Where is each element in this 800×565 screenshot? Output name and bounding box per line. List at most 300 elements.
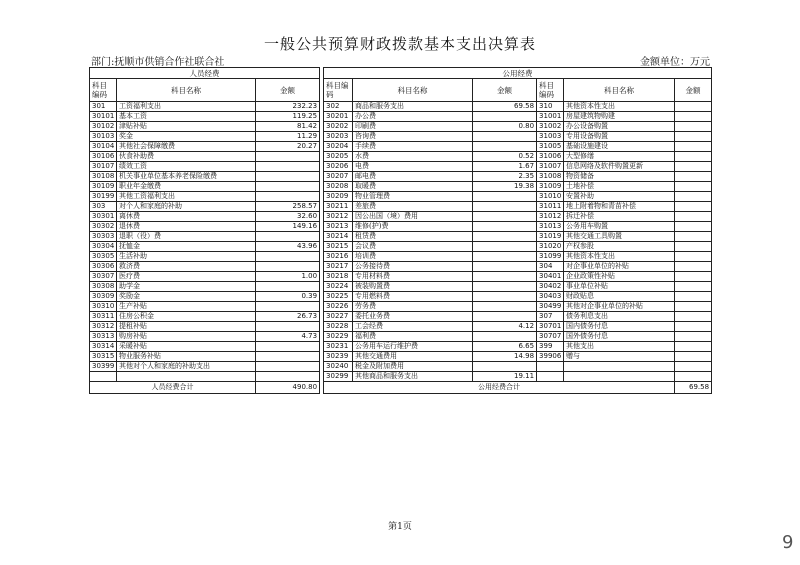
cell-name: 安置补助 [564,192,675,202]
cell-code: 30402 [537,282,564,292]
cell-amount: 1.67 [473,162,537,172]
cell-code: 30205 [324,152,353,162]
cell-name [564,362,675,372]
cell-amount [675,162,712,172]
cell-code: 31012 [537,212,564,222]
cell-amount: 0.52 [473,152,537,162]
cell-amount [256,182,320,192]
cell-amount [675,342,712,352]
cell-code: 30399 [90,362,117,372]
table-row [90,312,712,322]
cell-amount [473,292,537,302]
cell-amount: 20.27 [256,142,320,152]
table-row [90,172,712,182]
cell-amount [675,302,712,312]
cell-name: 基础设施建设 [564,142,675,152]
cell-amount [256,322,320,332]
cell-name: 职业年金缴费 [117,182,256,192]
cell-code: 30231 [324,342,353,352]
cell-name: 工资福利支出 [117,102,256,112]
cell-amount [675,102,712,112]
cell-name: 对个人和家庭的补助 [117,202,256,212]
department-label: 部门:抚顺市供销合作社联合社 [91,57,225,68]
cell-code: 31008 [537,172,564,182]
cell-name: 税金及附加费用 [353,362,473,372]
cell-name: 维修(护)费 [353,222,473,232]
cell-name: 抚恤金 [117,242,256,252]
cell-name: 物业服务补贴 [117,352,256,362]
cell-amount [256,162,320,172]
cell-name: 其他对企事业单位的补贴 [564,302,675,312]
cell-name: 会议费 [353,242,473,252]
col-amount: 金额 [473,79,537,102]
cell-code: 30310 [90,302,117,312]
personnel-total-value: 490.80 [256,382,320,394]
cell-amount [473,282,537,292]
cell-amount [473,362,537,372]
cell-code: 30227 [324,312,353,322]
table-row [90,292,712,302]
cell-code: 30226 [324,302,353,312]
cell-amount [473,272,537,282]
cell-code: 31007 [537,162,564,172]
cell-amount [675,292,712,302]
cell-amount: 32.60 [256,212,320,222]
cell-name: 对企事业单位的补贴 [564,262,675,272]
cell-name: 购房补贴 [117,332,256,342]
cell-name: 专用燃料费 [353,292,473,302]
cell-name: 办公设备购置 [564,122,675,132]
cell-code: 30208 [324,182,353,192]
cell-amount [675,152,712,162]
cell-name: 伙食补助费 [117,152,256,162]
cell-code: 30299 [324,372,353,382]
table-row [90,132,712,142]
cell-name: 生活补助 [117,252,256,262]
cell-code: 30314 [90,342,117,352]
cell-code: 30401 [537,272,564,282]
cell-code: 30307 [90,272,117,282]
cell-amount: 19.38 [473,182,537,192]
cell-code: 30108 [90,172,117,182]
cell-code: 30308 [90,282,117,292]
table-row [90,152,712,162]
cell-amount [256,152,320,162]
table-row [90,242,712,252]
cell-code: 30499 [537,302,564,312]
cell-amount: 0.39 [256,292,320,302]
cell-code: 31010 [537,192,564,202]
cell-amount [675,222,712,232]
cell-amount [256,352,320,362]
cell-code: 30309 [90,292,117,302]
cell-name: 其他工资福利支出 [117,192,256,202]
cell-name: 委托业务费 [353,312,473,322]
cell-code: 30315 [90,352,117,362]
cell-code: 30206 [324,162,353,172]
cell-amount [675,202,712,212]
cell-code: 30204 [324,142,353,152]
cell-code: 30239 [324,352,353,362]
cell-amount [675,262,712,272]
table-row [90,192,712,202]
cell-amount: 4.73 [256,332,320,342]
cell-name: 信息网络及软件购置更新 [564,162,675,172]
cell-name: 其他交通费用 [353,352,473,362]
cell-name: 福利费 [353,332,473,342]
cell-code: 30301 [90,212,117,222]
col-name: 科目名称 [564,79,675,102]
unit-label: 金额单位：万元 [640,57,710,68]
cell-code: 30211 [324,202,353,212]
cell-name: 其他资本性支出 [564,102,675,112]
table-row [90,182,712,192]
cell-amount [473,332,537,342]
cell-amount [473,252,537,262]
cell-code: 302 [324,102,353,112]
cell-amount [256,192,320,202]
cell-code: 30304 [90,242,117,252]
cell-amount [473,302,537,312]
cell-code: 303 [90,202,117,212]
cell-amount: 43.96 [256,242,320,252]
cell-amount [675,272,712,282]
cell-amount: 6.65 [473,342,537,352]
cell-code: 30707 [537,332,564,342]
cell-name: 事业单位补贴 [564,282,675,292]
section-public: 公用经费 [324,68,712,79]
cell-name: 专用设备购置 [564,132,675,142]
cell-name: 租赁费 [353,232,473,242]
cell-code: 30202 [324,122,353,132]
cell-amount: 149.16 [256,222,320,232]
cell-amount [473,192,537,202]
cell-name: 培训费 [353,252,473,262]
cell-code: 30240 [324,362,353,372]
cell-amount [675,242,712,252]
cell-code: 31009 [537,182,564,192]
cell-amount: 119.25 [256,112,320,122]
cell-amount: 26.73 [256,312,320,322]
cell-name: 债务利息支出 [564,312,675,322]
cell-name: 其他对个人和家庭的补助支出 [117,362,256,372]
cell-code: 30305 [90,252,117,262]
cell-name: 物业管理费 [353,192,473,202]
cell-name: 其他社会保障缴费 [117,142,256,152]
cell-code: 30201 [324,112,353,122]
cell-amount [256,362,320,372]
cell-code: 30101 [90,112,117,122]
cell-name: 其他支出 [564,342,675,352]
cell-name: 住房公积金 [117,312,256,322]
cell-code: 30403 [537,292,564,302]
col-name: 科目名称 [353,79,473,102]
cell-code: 399 [537,342,564,352]
section-personnel: 人员经费 [90,68,320,79]
cell-code: 30229 [324,332,353,342]
public-total-label: 公用经费合计 [324,382,675,394]
cell-name [564,372,675,382]
cell-name: 公务用车购置 [564,222,675,232]
cell-code: 30209 [324,192,353,202]
cell-name: 基本工资 [117,112,256,122]
expenditure-table [89,67,712,394]
cell-code: 31002 [537,122,564,132]
cell-name [117,372,256,382]
cell-code: 31006 [537,152,564,162]
cell-code: 30303 [90,232,117,242]
cell-amount: 0.80 [473,122,537,132]
cell-name: 大型修缮 [564,152,675,162]
cell-code: 30312 [90,322,117,332]
cell-amount [256,342,320,352]
cell-name: 退休费 [117,222,256,232]
table-row [90,332,712,342]
cell-name: 国外债务付息 [564,332,675,342]
cell-name: 退职（役）费 [117,232,256,242]
cell-name: 专用材料费 [353,272,473,282]
cell-amount [256,282,320,292]
cell-code: 307 [537,312,564,322]
cell-name: 产权参股 [564,242,675,252]
cell-name: 房屋建筑物购建 [564,112,675,122]
cell-code: 30107 [90,162,117,172]
cell-name: 绩效工资 [117,162,256,172]
cell-code: 30102 [90,122,117,132]
col-code: 科目编码 [324,79,353,102]
cell-name: 奖金 [117,132,256,142]
cell-amount [675,362,712,372]
cell-amount [675,332,712,342]
cell-amount: 1.00 [256,272,320,282]
cell-amount [675,352,712,362]
cell-name: 提租补贴 [117,322,256,332]
cell-amount: 232.23 [256,102,320,112]
cell-amount [473,212,537,222]
cell-code [90,372,117,382]
cell-name: 其他交通工具购置 [564,232,675,242]
cell-name: 企业政策性补贴 [564,272,675,282]
cell-amount: 14.98 [473,352,537,362]
cell-amount [256,372,320,382]
cell-code: 30306 [90,262,117,272]
cell-amount [473,132,537,142]
cell-amount [675,312,712,322]
cell-code: 31003 [537,132,564,142]
cell-amount [473,142,537,152]
cell-code: 30103 [90,132,117,142]
cell-name: 财政贴息 [564,292,675,302]
table-row [90,202,712,212]
cell-code: 30199 [90,192,117,202]
cell-code: 31013 [537,222,564,232]
cell-name: 赠与 [564,352,675,362]
cell-name: 被装购置费 [353,282,473,292]
table-row [90,372,712,382]
cell-name: 地上附着物和青苗补偿 [564,202,675,212]
cell-amount [675,172,712,182]
cell-code: 30311 [90,312,117,322]
cell-name: 手续费 [353,142,473,152]
cell-name: 物资储备 [564,172,675,182]
cell-code: 30109 [90,182,117,192]
cell-code: 30313 [90,332,117,342]
cell-code [537,372,564,382]
cell-amount [473,112,537,122]
cell-code: 30216 [324,252,353,262]
page-title: 一般公共预算财政拨款基本支出决算表 [263,35,536,53]
cell-name: 其他商品和服务支出 [353,372,473,382]
col-name: 科目名称 [117,79,256,102]
table-row [90,262,712,272]
col-amount: 金额 [256,79,320,102]
cell-amount [675,112,712,122]
cell-amount: 11.29 [256,132,320,142]
cell-code: 30214 [324,232,353,242]
page-number: 第1页 [388,522,412,532]
cell-amount [675,372,712,382]
cell-amount [256,302,320,312]
cell-amount [675,232,712,242]
cell-amount [675,322,712,332]
cell-name: 其他资本性支出 [564,252,675,262]
cell-amount [473,232,537,242]
cell-amount [256,262,320,272]
cell-name: 救济费 [117,262,256,272]
cell-code: 31019 [537,232,564,242]
cell-amount: 69.58 [473,102,537,112]
table-row [90,112,712,122]
cell-amount [256,252,320,262]
table-row [90,352,712,362]
cell-name: 津贴补贴 [117,122,256,132]
cell-amount [256,172,320,182]
table-row [90,302,712,312]
cell-name: 劳务费 [353,302,473,312]
cell-name: 奖励金 [117,292,256,302]
cell-code: 31011 [537,202,564,212]
table-row [90,122,712,132]
personnel-total-label: 人员经费合计 [90,382,256,394]
cell-code: 30207 [324,172,353,182]
cell-amount: 4.12 [473,322,537,332]
table-row [90,252,712,262]
cell-code: 31020 [537,242,564,252]
cell-name: 商品和服务支出 [353,102,473,112]
cell-amount [675,142,712,152]
cell-amount: 258.57 [256,202,320,212]
cell-name: 电费 [353,162,473,172]
cell-name: 离休费 [117,212,256,222]
totals-row [90,382,712,394]
col-code: 科目编码 [537,79,564,102]
cell-name: 土地补偿 [564,182,675,192]
cell-amount [473,242,537,252]
cell-name: 办公费 [353,112,473,122]
cell-code: 30104 [90,142,117,152]
cell-amount [675,282,712,292]
table-row [90,162,712,172]
cell-code: 30215 [324,242,353,252]
cell-name: 拆迁补偿 [564,212,675,222]
cell-name: 生产补贴 [117,302,256,312]
cell-amount: 19.11 [473,372,537,382]
cell-amount [675,212,712,222]
cell-amount [675,132,712,142]
table-row [90,222,712,232]
column-header-row [90,79,712,102]
col-amount: 金额 [675,79,712,102]
cell-name: 医疗费 [117,272,256,282]
col-code: 科目编码 [90,79,117,102]
cell-name: 国内债务付息 [564,322,675,332]
cell-name: 因公出国（境）费用 [353,212,473,222]
cell-code: 30212 [324,212,353,222]
cell-code: 304 [537,262,564,272]
table-row [90,322,712,332]
cell-code: 31005 [537,142,564,152]
cell-code: 31099 [537,252,564,262]
cell-code: 30217 [324,262,353,272]
cell-code: 30203 [324,132,353,142]
cell-amount: 81.42 [256,122,320,132]
cell-code: 301 [90,102,117,112]
section-header-row [90,68,712,79]
cell-name: 邮电费 [353,172,473,182]
public-total-value: 69.58 [675,382,712,394]
cell-amount [675,192,712,202]
cell-code: 31001 [537,112,564,122]
cell-name: 印刷费 [353,122,473,132]
cell-amount [675,252,712,262]
cell-code [537,362,564,372]
cell-amount [473,222,537,232]
cell-name: 取暖费 [353,182,473,192]
cell-name: 助学金 [117,282,256,292]
cell-name: 公务用车运行维护费 [353,342,473,352]
cell-code: 30218 [324,272,353,282]
cell-code: 30106 [90,152,117,162]
cell-amount [473,202,537,212]
table-row [90,362,712,372]
cell-code: 30213 [324,222,353,232]
cell-amount [675,182,712,192]
cell-name: 采暖补贴 [117,342,256,352]
table-row [90,232,712,242]
table-row [90,102,712,112]
cell-name: 差旅费 [353,202,473,212]
cell-amount [675,122,712,132]
cell-code: 30701 [537,322,564,332]
cell-code: 30228 [324,322,353,332]
cell-name: 公务接待费 [353,262,473,272]
cell-amount [473,312,537,322]
table-row [90,342,712,352]
cell-code: 39906 [537,352,564,362]
cell-code: 310 [537,102,564,112]
cell-code: 30225 [324,292,353,302]
table-row [90,212,712,222]
cell-code: 30224 [324,282,353,292]
cell-name: 工会经费 [353,322,473,332]
cell-name: 机关事业单位基本养老保险缴费 [117,172,256,182]
table-row [90,282,712,292]
cell-amount: 2.35 [473,172,537,182]
cell-amount [473,262,537,272]
table-row [90,142,712,152]
cell-name: 咨询费 [353,132,473,142]
handwritten-mark: 9 [782,532,794,553]
